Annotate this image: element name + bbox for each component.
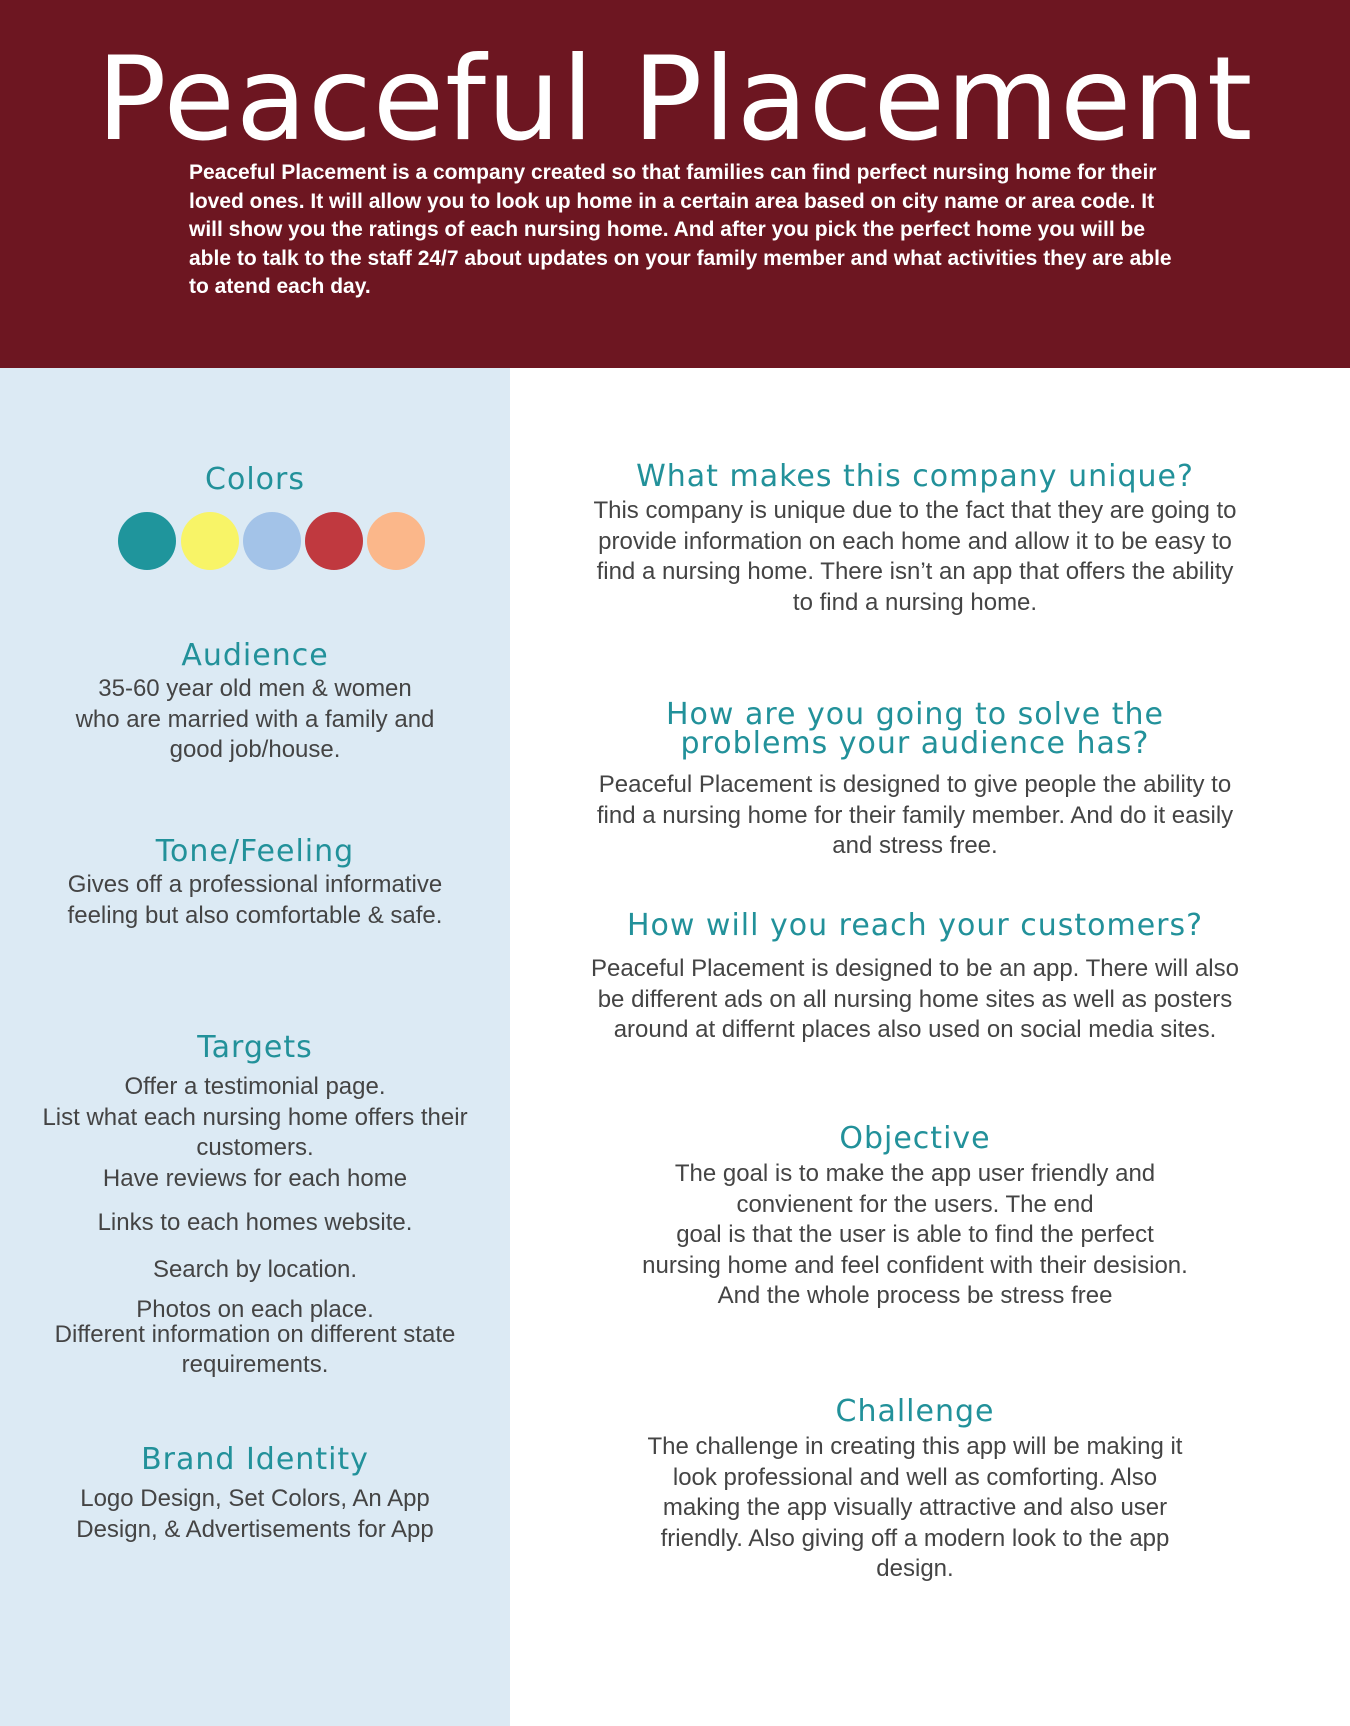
solve-line: find a nursing home for their family member. And do it easily [596, 801, 1234, 829]
tone-heading: Tone/Feeling [155, 834, 355, 869]
solve-heading-line: problems your audience has? [680, 726, 1150, 761]
solve-heading [560, 697, 1270, 761]
target-item: Search by location. [152, 1255, 358, 1283]
solve-heading-line: How are you going to solve the [666, 697, 1164, 732]
challenge-line: look professional and well as comforting. Also [672, 1463, 1158, 1491]
challenge-line: The challenge in creating this app will be making it [647, 1433, 1183, 1460]
tone-text [0, 870, 510, 931]
color-swatch-teal [118, 512, 176, 570]
brand-heading: Brand Identity [141, 1442, 369, 1477]
solve-line: and stress free. [832, 832, 998, 859]
brand-section [0, 1444, 510, 1545]
unique-heading: What makes this company unique? [636, 459, 1194, 494]
objective-line: convienent for the users. The end [736, 1190, 1094, 1218]
target-item: Different information on different state [54, 1320, 456, 1348]
color-swatch-yellow [181, 512, 239, 570]
color-swatch-red [305, 512, 363, 570]
challenge-line: making the app visually attractive and also user [662, 1494, 1168, 1521]
audience-line: 35-60 year old men & women [98, 675, 412, 702]
objective-line: And the whole process be stress free [717, 1282, 1113, 1309]
targets-section [0, 1032, 510, 1381]
color-swatches [118, 512, 428, 572]
reach-line: Peaceful Placement is designed to be an app. There will also [591, 955, 1239, 982]
audience-section [0, 640, 510, 766]
reach-line: around at differnt places also used on social media sites. [613, 1016, 1217, 1043]
unique-section [560, 461, 1270, 618]
challenge-section [560, 1396, 1270, 1585]
tone-section [0, 836, 510, 931]
reach-heading: How will you reach your customers? [626, 908, 1204, 943]
objective-line: The goal is to make the app user friendly and [674, 1160, 1156, 1187]
tone-line: feeling but also comfortable & safe. [67, 901, 443, 929]
page-title: Peaceful Placement [96, 32, 1254, 167]
target-item: requirements. [181, 1351, 329, 1378]
colors-heading: Colors [205, 462, 305, 497]
color-swatch-peach [367, 512, 425, 570]
target-item: customers. [196, 1134, 314, 1161]
objective-text [560, 1159, 1270, 1312]
colors-section [0, 464, 510, 496]
objective-section [560, 1123, 1270, 1312]
header-banner [0, 0, 1350, 368]
intro-paragraph: Peaceful Placement is a company created so that families can find perfect nursing home for their loved ones. It will allow you to look up home in a certain area based on city name or area code. It will show you the ratings of each nursing home. And after you pick the perfect home you will be able to talk to the staff 24/7 about updates on your family member and what activities they are able to atend each day. [189, 161, 1172, 298]
targets-list [0, 1072, 510, 1381]
objective-line: goal is that the user is able to find the perfect [676, 1221, 1154, 1248]
unique-line: find a nursing home. There isn’t an app that offers the ability [596, 558, 1234, 585]
brand-line: Design, & Advertisements for App [76, 1515, 434, 1543]
target-item: List what each nursing home offers their [42, 1103, 468, 1131]
challenge-line: friendly. Also giving off a modern look to the app [660, 1524, 1170, 1552]
audience-line: who are married with a family and [75, 705, 435, 733]
unique-text [560, 496, 1270, 618]
solve-section [560, 697, 1270, 862]
challenge-line: design. [876, 1555, 954, 1582]
target-item: Have reviews for each home [102, 1164, 408, 1192]
unique-line: provide information on each home and allow it to be easy to [598, 527, 1232, 555]
audience-text [0, 674, 510, 766]
reach-text [560, 954, 1270, 1046]
challenge-heading: Challenge [835, 1394, 995, 1429]
tone-line: Gives off a professional informative [67, 871, 443, 898]
brand-text [0, 1484, 510, 1545]
audience-heading: Audience [181, 638, 329, 673]
reach-line: be different ads on all nursing home sites as well as posters [597, 985, 1233, 1013]
color-swatch-light-blue [243, 512, 301, 570]
challenge-text [560, 1432, 1270, 1585]
target-item: Offer a testimonial page. [124, 1073, 386, 1100]
brand-line: Logo Design, Set Colors, An App [80, 1485, 430, 1512]
unique-line: to find a nursing home. [792, 588, 1038, 616]
unique-line: This company is unique due to the fact that they are going to [593, 497, 1237, 524]
targets-heading: Targets [197, 1030, 313, 1065]
objective-heading: Objective [839, 1121, 991, 1156]
solve-line: Peaceful Placement is designed to give people the ability to [598, 771, 1232, 798]
objective-line: nursing home and feel confident with their desision. [642, 1251, 1188, 1279]
target-item: Photos on each place. [136, 1296, 374, 1323]
solve-text [560, 770, 1270, 862]
reach-section [560, 910, 1270, 1046]
target-item: Links to each homes website. [97, 1209, 413, 1236]
audience-line: good job/house. [169, 736, 341, 763]
